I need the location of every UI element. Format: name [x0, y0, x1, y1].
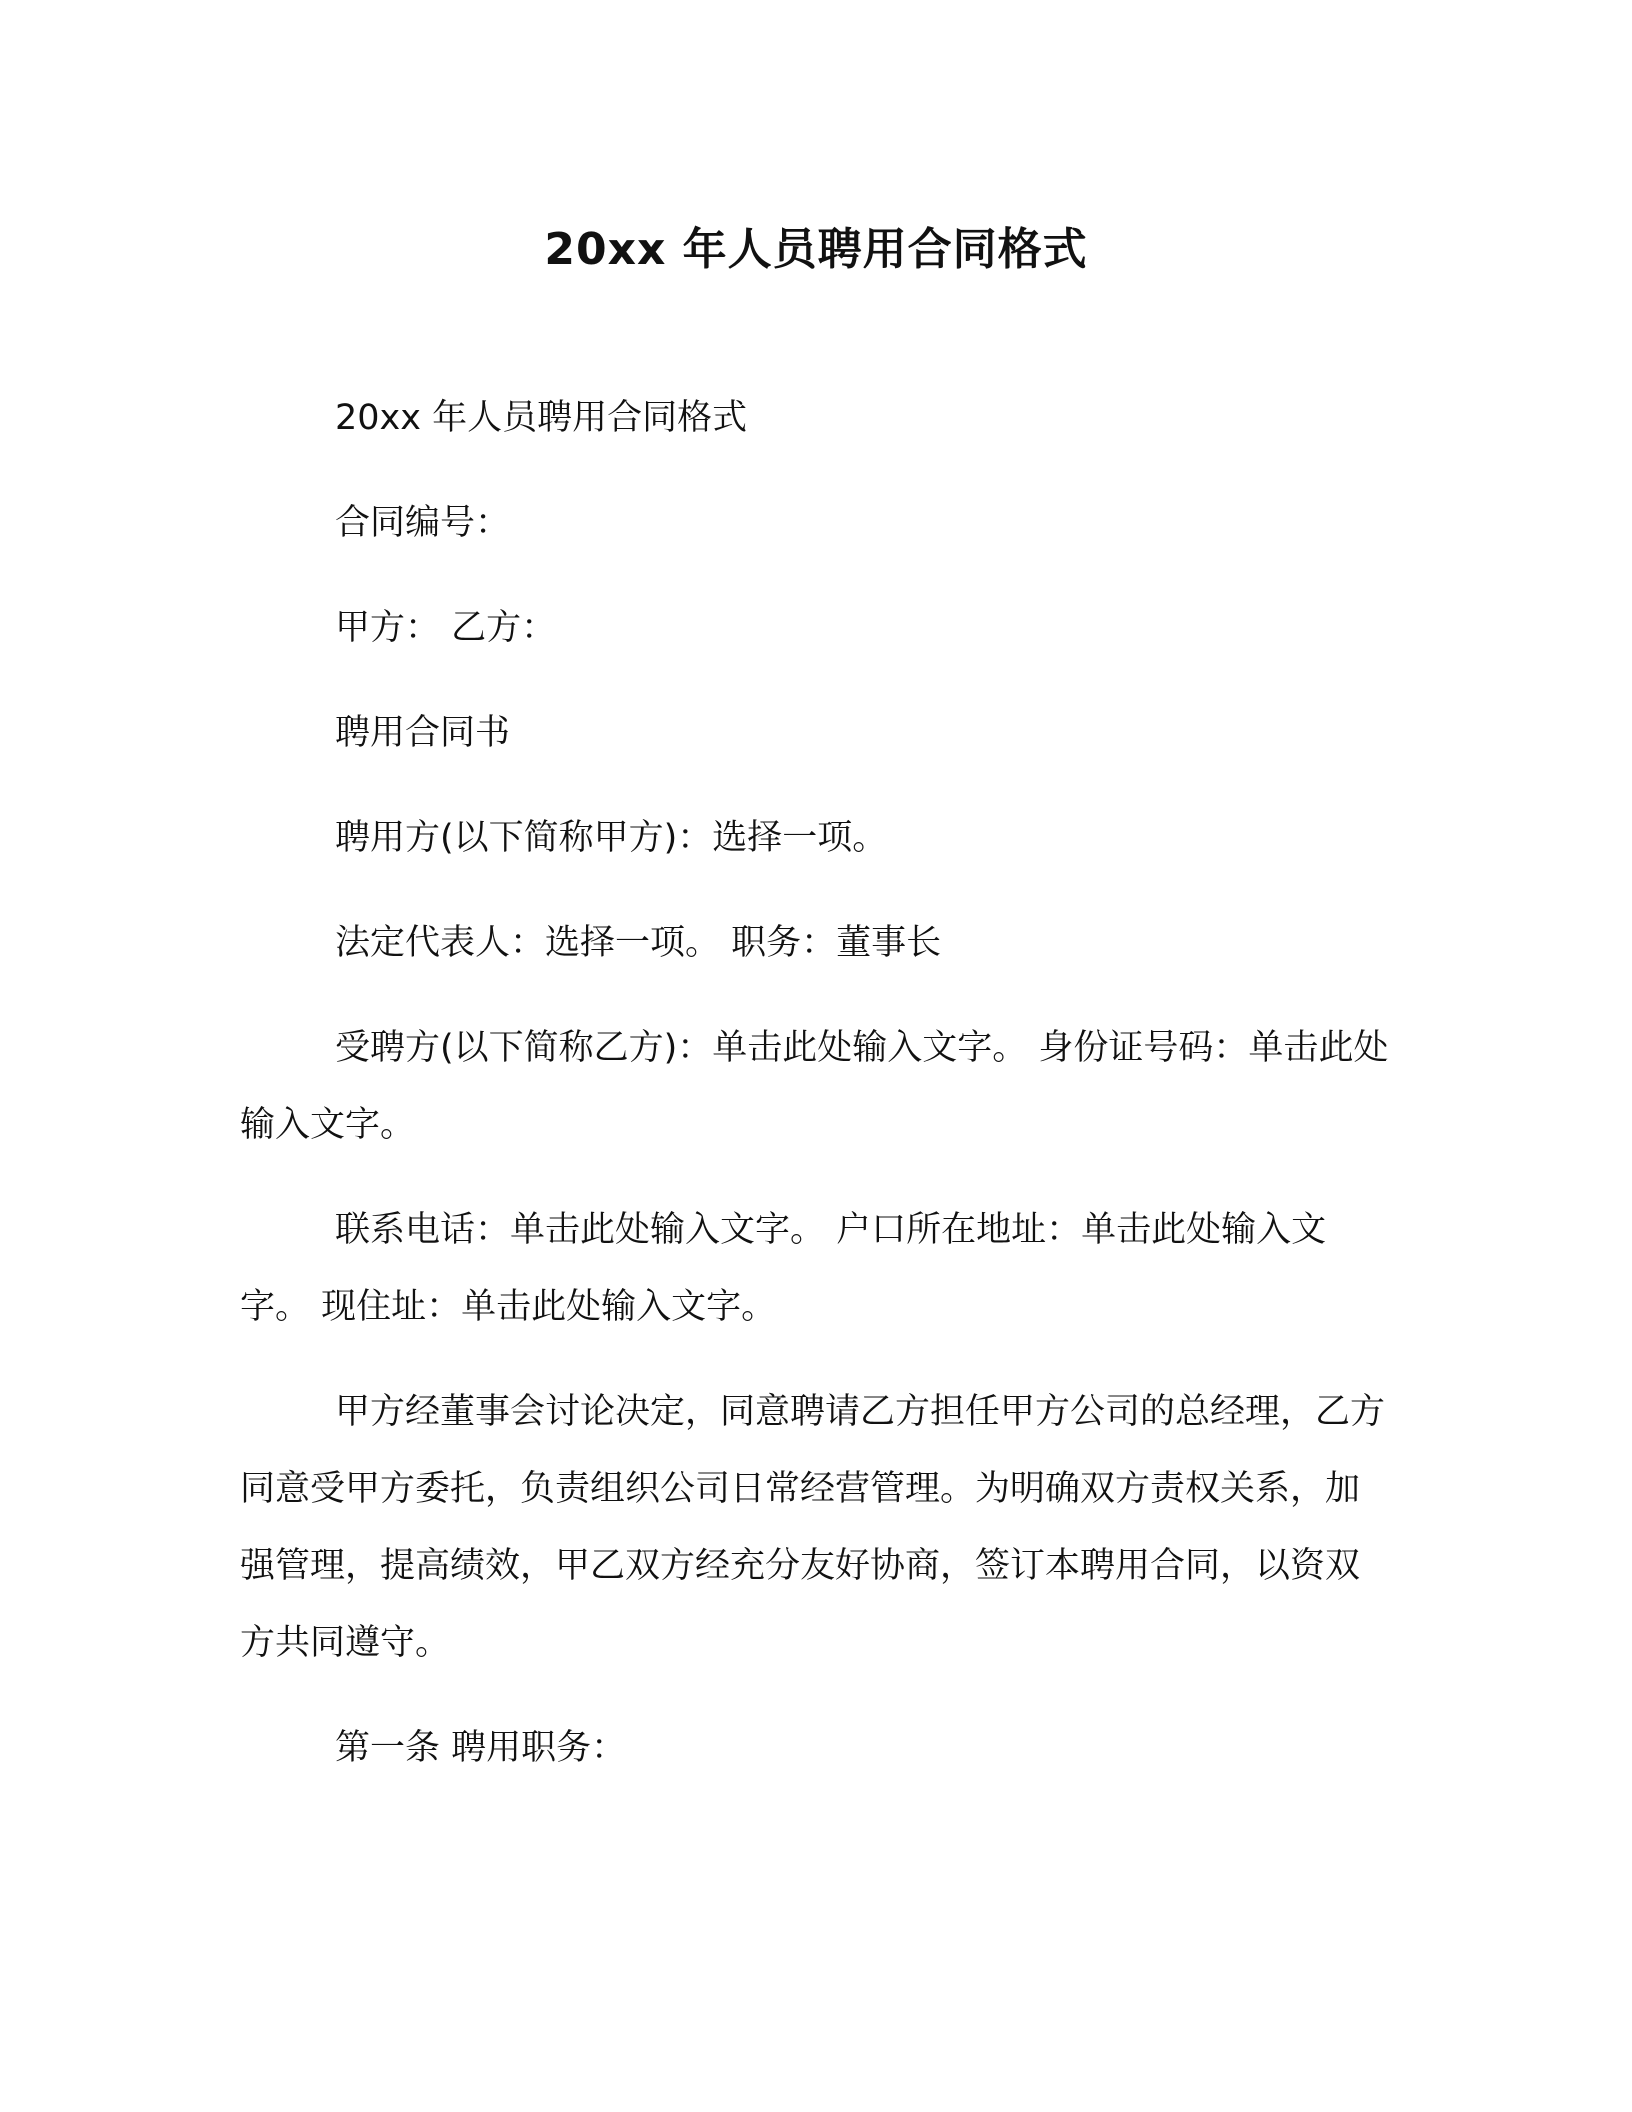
- document-body: [240, 380, 1390, 1787]
- paragraph-employer: 聘用方(以下简称甲方)：选择一项。: [335, 818, 888, 858]
- paragraph-agreement: 甲方经董事会讨论决定，同意聘请乙方担任甲方公司的总经理，乙方同意受甲方委托，负责组织公司日常经营管理。为明确双方责权关系，加强管理，提高绩效，甲乙双方经充分友好协商，签订本聘用合同，以资双方共同遵守。: [240, 1392, 1386, 1663]
- page-title: 20xx 年人员聘用合同格式: [544, 224, 1088, 275]
- paragraph-legal-representative: 法定代表人：选择一项。 职务：董事长: [335, 923, 942, 963]
- paragraph-contact: 联系电话：单击此处输入文字。 户口所在地址：单击此处输入文字。 现住址：单击此处输入文字。: [240, 1210, 1327, 1327]
- paragraph-contract-number: 合同编号：: [335, 503, 511, 543]
- paragraph-subtitle: 20xx 年人员聘用合同格式: [335, 398, 748, 438]
- paragraph-employee: 受聘方(以下简称乙方)：单击此处输入文字。 身份证号码：单击此处输入文字。: [240, 1028, 1389, 1145]
- paragraph-parties: 甲方： 乙方：: [335, 608, 557, 648]
- paragraph-article-one: 第一条 聘用职务：: [335, 1728, 627, 1768]
- paragraph-contract-heading: 聘用合同书: [335, 713, 511, 753]
